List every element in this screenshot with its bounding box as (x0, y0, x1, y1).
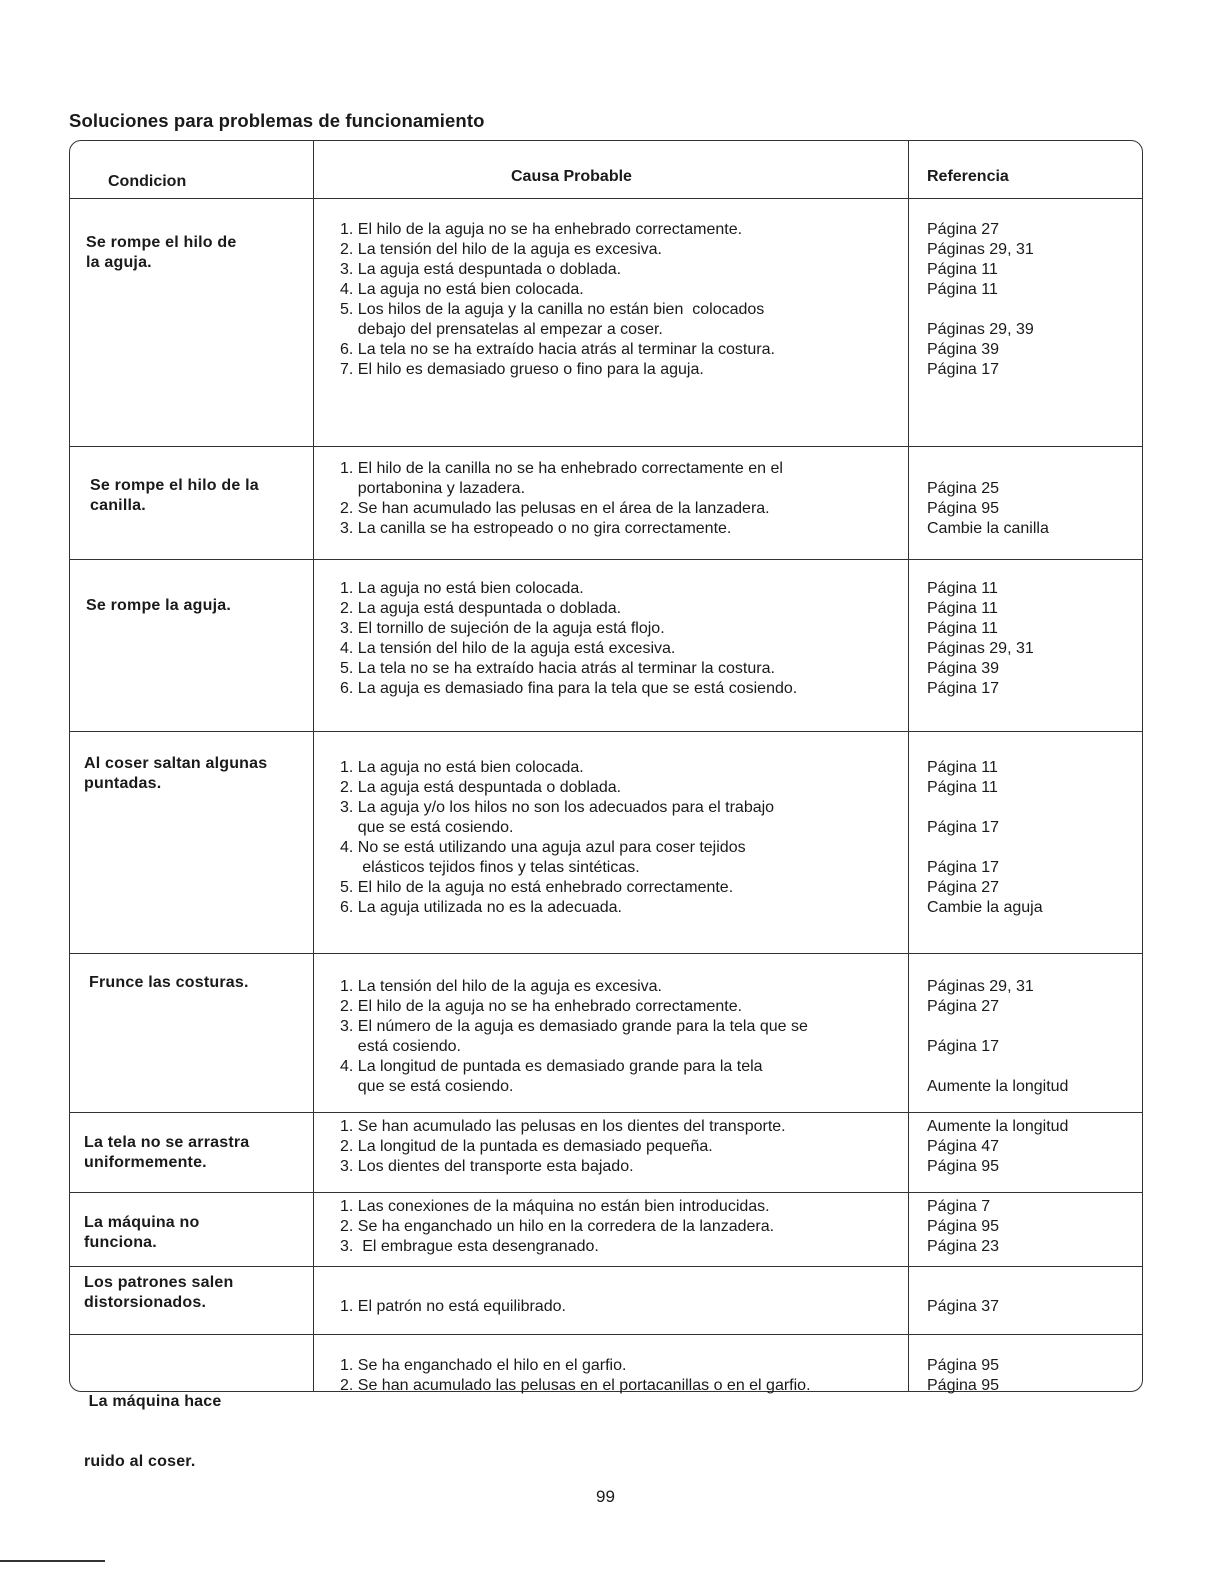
condition-cell: Al coser saltan algunas puntadas. (84, 755, 268, 792)
causes-list: 1. La aguja no está bien colocada. 2. La aguja está despuntada o doblada. 3. La aguja y/o los hilos no son los adecuados para el trabajo que se está cosiendo. 4. No se está utilizando una aguja azul para coser tejidos elásticos tejidos finos y telas sintéticas. 5. El hilo de la aguja no está enhebrado correctamente. 6. La aguja utilizada no es la adecuada. (340, 759, 775, 916)
causes-list: 1. El hilo de la canilla no se ha enhebrado correctamente en el portabonina y lazadera. 2. Se han acumulado las pelusas en el área de la lanzadera. 3. La canilla se ha estropeado o no gira correctamente. (340, 460, 783, 537)
condition-cell: Los patrones salen distorsionados. (84, 1274, 234, 1311)
causes-list: 1. Se ha enganchado el hilo en el garfio. 2. Se han acumulado las pelusas en el portacanillas o en el garfio. (340, 1357, 811, 1394)
row-divider (70, 1112, 1142, 1113)
references-list: Página 7 Página 95 Página 23 (927, 1198, 1000, 1255)
row-divider (70, 1266, 1142, 1267)
causes-list: 1. La tensión del hilo de la aguja es excesiva. 2. El hilo de la aguja no se ha enhebrado correctamente. 3. El número de la aguja es demasiado grande para la tela que se está cosiendo. 4. La longitud de puntada es demasiado grande para la tela que se está cosiendo. (340, 978, 808, 1095)
row-divider (70, 953, 1142, 954)
references-list: Página 37 (927, 1298, 1000, 1315)
condition-cell: Se rompe el hilo de la canilla. (90, 477, 259, 514)
references-list: Página 11 Página 11 Página 17 Página 17 Página 27 Cambie la aguja (927, 759, 1043, 916)
references-list: Aumente la longitud Página 47 Página 95 (927, 1118, 1069, 1175)
causes-list: 1. La aguja no está bien colocada. 2. La aguja está despuntada o doblada. 3. El tornillo de sujeción de la aguja está flojo. 4. La tensión del hilo de la aguja está excesiva. 5. La tela no se ha extraído hacia atrás al terminar la costura. 6. La aguja es demasiado fina para la tela que se está cosiendo. (340, 580, 798, 697)
references-list: Páginas 29, 31 Página 27 Página 17 Aumente la longitud (927, 978, 1069, 1095)
header-cause: Causa Probable (511, 168, 632, 185)
condition-cell: Se rompe el hilo de la aguja. (86, 234, 237, 271)
condition-cell: Frunce las costuras. (89, 974, 249, 991)
causes-list: 1. Se han acumulado las pelusas en los dientes del transporte. 2. La longitud de la puntada es demasiado pequeña. 3. Los dientes del transporte esta bajado. (340, 1118, 786, 1175)
causes-list: 1. Las conexiones de la máquina no están bien introducidas. 2. Se ha enganchado un hilo en la corredera de la lanzadera. 3. El embrague esta desengranado. (340, 1198, 775, 1255)
condition-cell: La máquina hace ruido al coser. (84, 1393, 222, 1470)
causes-list: 1. El patrón no está equilibrado. (340, 1298, 566, 1315)
references-list: Página 95 Página 95 (927, 1357, 1000, 1394)
row-divider (70, 731, 1142, 732)
row-divider (70, 446, 1142, 447)
header-condition: Condicion (108, 173, 187, 190)
troubleshooting-table (69, 140, 1143, 1470)
footer-rule (0, 1560, 105, 1562)
header-divider (70, 198, 1142, 199)
condition-cell: La máquina no funciona. (84, 1214, 200, 1251)
condition-cell: Se rompe la aguja. (86, 597, 231, 614)
references-list: Página 25 Página 95 Cambie la canilla (927, 480, 1049, 537)
row-divider (70, 1334, 1142, 1335)
header-reference: Referencia (927, 168, 1009, 185)
row-divider (70, 559, 1142, 560)
column-divider (908, 141, 909, 1391)
row-divider (70, 1192, 1142, 1193)
page-title: Soluciones para problemas de funcionamiento (69, 110, 485, 131)
page-number: 99 (596, 1487, 615, 1506)
references-list: Página 27 Páginas 29, 31 Página 11 Página 11 Páginas 29, 39 Página 39 Página 17 (927, 221, 1034, 378)
column-divider (313, 141, 314, 1391)
condition-cell: La tela no se arrastra uniformemente. (84, 1134, 250, 1171)
causes-list: 1. El hilo de la aguja no se ha enhebrado correctamente. 2. La tensión del hilo de la aguja es excesiva. 3. La aguja está despuntada o doblada. 4. La aguja no está bien colocada. 5. Los hilos de la aguja y la canilla no están bien colocados debajo del prensatelas al empezar a coser. 6. La tela no se ha extraído hacia atrás al terminar la costura. 7. El hilo es demasiado grueso o fino para la aguja. (340, 221, 775, 378)
references-list: Página 11 Página 11 Página 11 Páginas 29, 31 Página 39 Página 17 (927, 580, 1034, 697)
